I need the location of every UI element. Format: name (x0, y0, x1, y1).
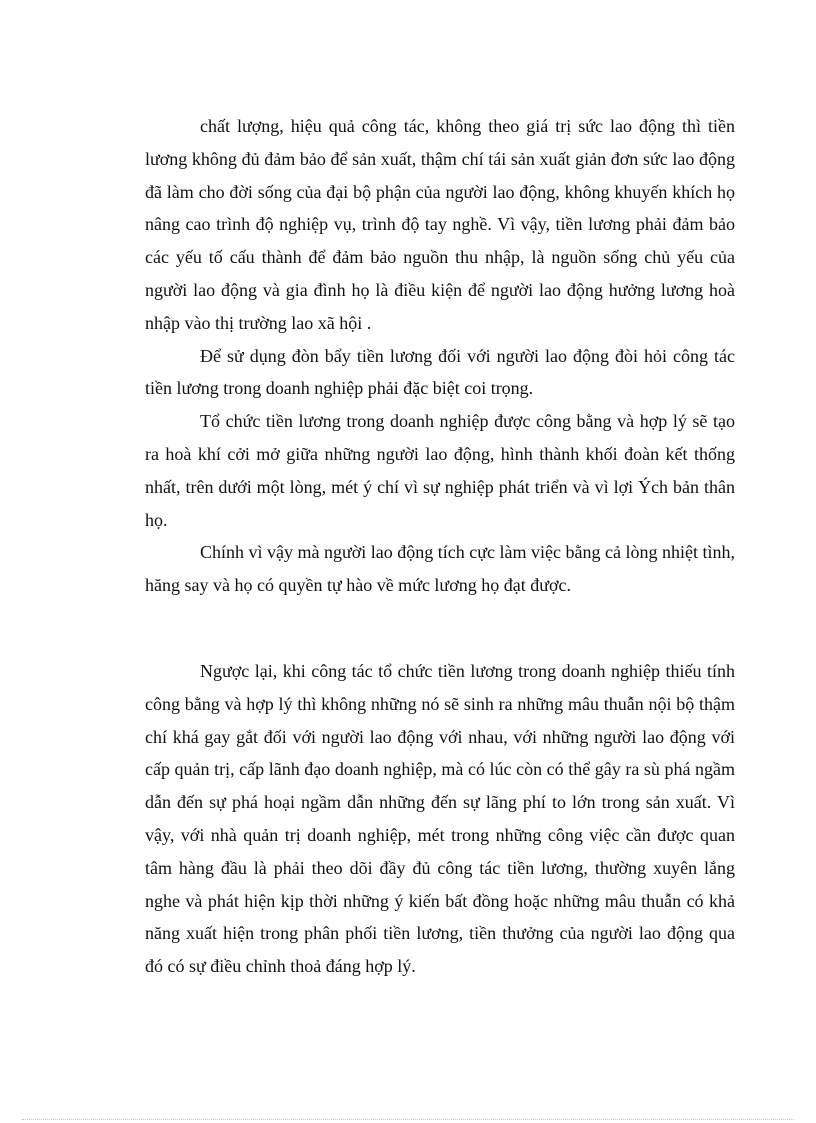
paragraph-2: Để sử dụng đòn bẩy tiền lương đối với người lao động đòi hỏi công tác tiền lương trong doanh nghiệp phải đặc biệt coi trọng. (145, 345, 735, 399)
page-bottom-divider (22, 1119, 794, 1120)
paragraph-3: Tổ chức tiền lương trong doanh nghiệp được công bằng và hợp lý sẽ tạo ra hoà khí cởi mở giữa những người lao động, hình thành khối đoàn kết thống nhất, trên dưới một lòng, mét ý chí vì sự nghiệp phát triển và vì lợi Ých bản thân họ. (145, 411, 735, 530)
paragraph-5: Ngược lại, khi công tác tổ chức tiền lương trong doanh nghiệp thiếu tính công bằng và hợp lý thì không những nó sẽ sinh ra những mâu thuẫn nội bộ thậm chí khá gay gắt đối với người lao động với nhau, với những người lao động với cấp quản trị, cấp lãnh đạo doanh nghiệp, mà có lúc còn có thể gây ra sù phá ngầm dẫn đến sự phá hoại ngầm dẫn những đến sự lãng phí to lớn trong sản xuất. Vì vậy, với nhà quản trị doanh nghiệp, mét trong những công việc cần được quan tâm hàng đầu là phải theo dõi đầy đủ công tác tiền lương, thường xuyên lắng nghe và phát hiện kịp thời những ý kiến bất đồng hoặc những mâu thuẫn có khả năng xuất hiện trong phân phối tiền lương, tiền thưởng của người lao động qua đó có sự điều chỉnh thoả đáng hợp lý. (145, 661, 735, 977)
paragraph-4: Chính vì vậy mà người lao động tích cực làm việc bằng cả lòng nhiệt tình, hăng say và họ có quyền tự hào về mức lương họ đạt được. (145, 542, 735, 596)
paragraph-1: chất lượng, hiệu quả công tác, không theo giá trị sức lao động thì tiền lương không đủ đảm bảo để sản xuất, thậm chí tái sản xuất giản đơn sức lao động đã làm cho đời sống của đại bộ phận của người lao động, không khuyến khích họ nâng cao trình độ nghiệp vụ, trình độ tay nghề. Vì vậy, tiền lương phải đảm bảo các yếu tố cấu thành để đảm bảo nguồn thu nhập, là nguồn sống chủ yếu của người lao động và gia đình họ là điều kiện để người lao động hưởng lương hoà nhập vào thị trường lao xã hội . (145, 116, 735, 333)
text-section-1 (145, 110, 735, 602)
text-section-2 (145, 655, 735, 983)
